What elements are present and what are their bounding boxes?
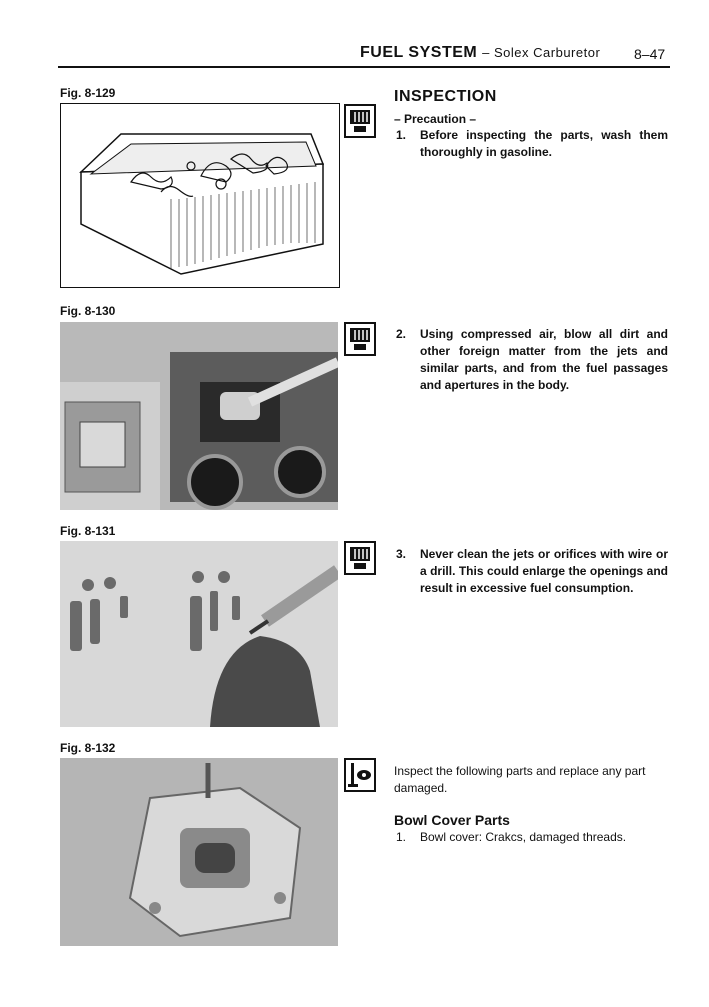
jets-and-air-gun-photo (60, 541, 338, 727)
step-text: Never clean the jets or orifices with wire or a drill. This could enlarge the openings and result in excessive fuel consumption. (420, 547, 668, 595)
step-1 (396, 127, 668, 167)
step-number: 1. (396, 128, 407, 142)
figure-tray-illustration (60, 103, 340, 288)
step-number: 3. (396, 547, 407, 561)
gasoline-tray-drawing (61, 104, 339, 287)
precaution-label: – Precaution – (394, 112, 477, 126)
figure-caption: Fig. 8-132 (60, 741, 116, 755)
step-number: 2. (396, 327, 407, 341)
section-name: FUEL SYSTEM (360, 44, 478, 61)
header-rule (58, 66, 670, 68)
bowl-cover-photo (60, 758, 338, 946)
item-number: 1. (396, 830, 407, 844)
bowl-cover-item (396, 829, 668, 847)
inspect-eye-icon (344, 758, 376, 792)
hand-icon (344, 104, 376, 138)
section-subtitle: – Solex Carburetor (482, 45, 601, 60)
step-3 (396, 546, 668, 602)
item-text: Bowl cover: Crakcs, damaged threads. (420, 830, 627, 844)
step-2 (396, 326, 668, 398)
header-title (360, 44, 600, 62)
bowl-cover-heading: Bowl Cover Parts (394, 812, 510, 828)
page-number: 8–47 (634, 46, 666, 62)
hand-icon (344, 541, 376, 575)
inspection-title: INSPECTION (394, 88, 497, 105)
step-text: Before inspecting the parts, wash them thoroughly in gasoline. (420, 128, 668, 159)
figure-compressed-air-photo (60, 322, 338, 510)
figure-jet-cleaning-photo (60, 541, 338, 727)
figure-caption: Fig. 8-131 (60, 524, 116, 538)
figure-caption: Fig. 8-130 (60, 304, 116, 318)
figure-caption: Fig. 8-129 (60, 86, 116, 100)
step-text: Using compressed air, blow all dirt and other foreign matter from the jets and similar parts, and from the fuel passages and apertures in the body. (420, 327, 668, 392)
carburetor-body-photo (60, 322, 338, 510)
figure-bowl-cover-photo (60, 758, 338, 946)
inspect-instructions: Inspect the following parts and replace any part damaged. (394, 764, 646, 795)
hand-icon (344, 322, 376, 356)
